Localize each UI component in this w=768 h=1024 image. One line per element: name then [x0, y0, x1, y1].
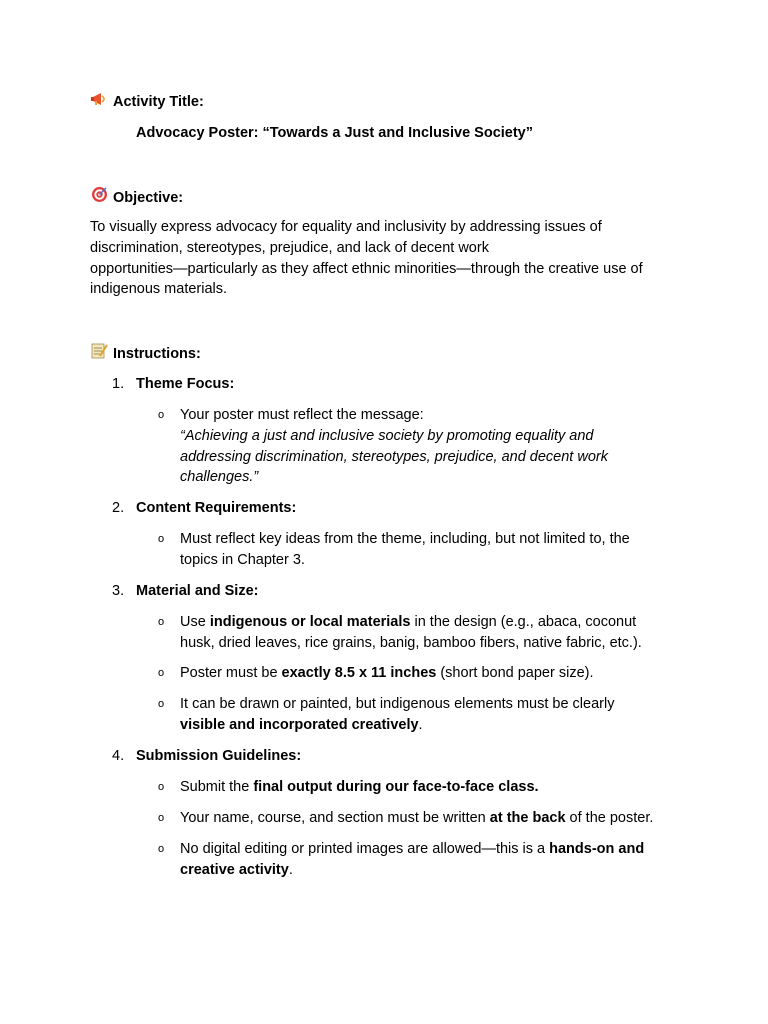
bullet-text: Must reflect key ideas from the theme, including, but not limited to, the: [180, 531, 630, 547]
instructions-heading: [90, 342, 201, 365]
bullet-text: No digital editing or printed images are allowed—this is a hands-on and: [180, 841, 645, 857]
objective-line: To visually express advocacy for equality and inclusivity by addressing issues of: [90, 219, 602, 235]
bullet-text: husk, dried leaves, rice grains, banig, bamboo fibers, native fabric, etc.).: [180, 634, 642, 651]
bullet-text: It can be drawn or painted, but indigenous elements must be clearly: [180, 696, 615, 712]
item-number: 1.: [112, 376, 125, 392]
bullet-marker: o: [158, 616, 165, 628]
item-number: 3.: [112, 583, 125, 599]
theme-quote-line: “Achieving a just and inclusive society by promoting equality and: [180, 427, 594, 444]
bullet-text: topics in Chapter 3.: [180, 551, 305, 568]
bullet-marker: o: [158, 533, 165, 545]
bullet-marker: o: [158, 667, 165, 679]
bullet-text: Your name, course, and section must be written at the back of the poster.: [180, 810, 654, 826]
bullet-text: creative activity.: [180, 861, 293, 878]
instruction-item-material-size: [112, 581, 258, 601]
bullet-text: Your poster must reflect the message:: [180, 407, 424, 423]
item-label: Content Requirements:: [136, 500, 297, 516]
bullet-text: Use indigenous or local materials in the design (e.g., abaca, coconut: [180, 614, 637, 630]
activity-title-label: Activity Title:: [113, 94, 204, 110]
bullet-item: [158, 808, 678, 829]
theme-quote-line: addressing discrimination, stereotypes, prejudice, and decent work: [180, 448, 608, 465]
bullet-item: [158, 405, 678, 488]
objective-heading: [90, 186, 183, 209]
bullet-marker: o: [158, 812, 165, 824]
item-label: Submission Guidelines:: [136, 748, 302, 764]
objective-label: Objective:: [113, 189, 184, 206]
item-number: 2.: [112, 500, 125, 516]
instruction-item-theme-focus: [112, 374, 234, 394]
bullet-item: [158, 777, 678, 798]
bullet-item: [158, 529, 678, 571]
activity-title-text: Advocacy Poster: “Towards a Just and Inclusive Society”: [136, 125, 534, 141]
bullet-marker: o: [158, 409, 165, 421]
target-icon: [90, 186, 109, 209]
item-label: Theme Focus:: [136, 376, 235, 392]
bullet-text: Poster must be exactly 8.5 x 11 inches (short bond paper size).: [180, 665, 594, 681]
megaphone-icon: [90, 92, 109, 112]
bullet-marker: o: [158, 698, 165, 710]
memo-icon: [90, 342, 109, 365]
objective-line: indigenous materials.: [90, 281, 228, 298]
instruction-item-content-requirements: [112, 498, 296, 518]
bullet-marker: o: [158, 843, 165, 855]
instruction-item-submission-guidelines: [112, 746, 301, 766]
item-number: 4.: [112, 748, 125, 764]
objective-line: opportunities—particularly as they affect ethnic minorities—through the creative use of: [90, 260, 643, 277]
objective-paragraph: [90, 217, 680, 300]
activity-title-heading: [90, 92, 204, 112]
bullet-marker: o: [158, 781, 165, 793]
item-label: Material and Size:: [136, 583, 259, 599]
bullet-item: [158, 663, 678, 684]
bullet-item: [158, 612, 678, 654]
bullet-text: visible and incorporated creatively.: [180, 716, 423, 733]
bullet-item: [158, 694, 678, 736]
objective-line: discrimination, stereotypes, prejudice, and lack of decent work: [90, 239, 489, 256]
instructions-label: Instructions:: [113, 345, 201, 362]
theme-quote-line: challenges.”: [180, 469, 259, 486]
bullet-text: Submit the final output during our face-to-face class.: [180, 779, 539, 795]
bullet-item: [158, 839, 678, 881]
